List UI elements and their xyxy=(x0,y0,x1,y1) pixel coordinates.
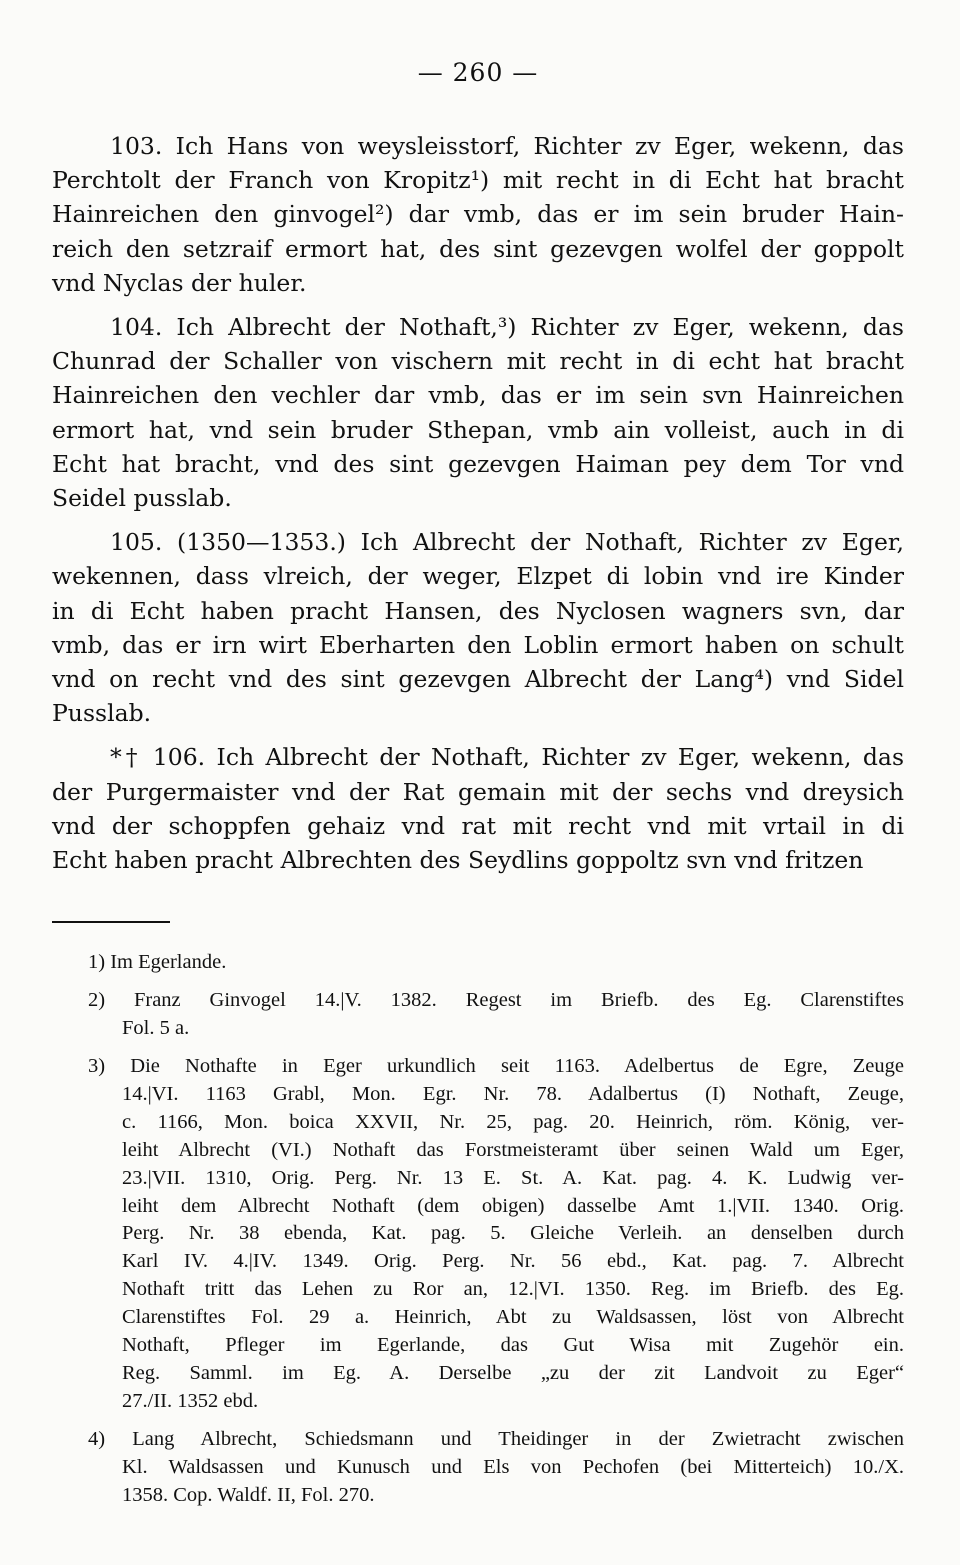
entry-paragraph xyxy=(52,310,904,515)
entry-line: der Purgermaister vnd der Rat gemain mit der sechs vnd dreysich xyxy=(52,777,904,806)
footnote xyxy=(52,949,904,977)
entries xyxy=(52,129,904,877)
entry-line: vnd on recht vnd des sint gezevgen Albrecht der Lang⁴) vnd Sidel xyxy=(52,665,904,694)
footnote-line: Fol. 5 a. xyxy=(122,1017,190,1040)
entry-line: 104. Ich Albrecht der Nothaft,³) Richter zv Eger, wekenn, das xyxy=(110,313,904,342)
footnote-line: 3) Die Nothafte in Eger urkundlich seit 1163. Adelbertus de Egre, Zeuge xyxy=(88,1054,904,1077)
footnote-line: 2) Franz Ginvogel 14.|V. 1382. Regest im Briefb. des Eg. Clarenstiftes xyxy=(88,989,904,1012)
entry-line: Pusslab. xyxy=(52,699,152,728)
footnote-line: Reg. Samml. im Eg. A. Derselbe „zu der zit Landvoit zu Eger“ xyxy=(122,1361,904,1384)
footnote-line: c. 1166, Mon. boica XXVII, Nr. 25, pag. 20. Heinrich, röm. König, ver- xyxy=(122,1110,904,1133)
entry-line: Perchtolt der Franch von Kropitz¹) mit recht in di Echt hat bracht xyxy=(52,166,904,195)
entry-line: 105. (1350—1353.) Ich Albrecht der Nothaft, Richter zv Eger, xyxy=(110,528,904,557)
footnote-line: Kl. Waldsassen und Kunusch und Els von Pechofen (bei Mitterteich) 10./X. xyxy=(122,1455,904,1478)
footnote xyxy=(52,1053,904,1416)
entry-line: Echt hat bracht, vnd des sint gezevgen Haiman pey dem Tor vnd xyxy=(52,449,904,478)
entry-line: Seidel pusslab. xyxy=(52,484,232,513)
entry-line: ermort hat, vnd sein bruder Sthepan, vmb ain volleist, auch in di xyxy=(52,415,904,444)
entry-line: in di Echt haben pracht Hansen, des Nyclosen wagners svn, dar xyxy=(52,596,904,625)
entry-line: vnd Nyclas der huler. xyxy=(52,268,307,297)
entry-line: Echt haben pracht Albrechten des Seydlins goppoltz svn vnd fritzen xyxy=(52,846,864,875)
footnote-line: 27./II. 1352 ebd. xyxy=(122,1389,259,1412)
footnote-line: Karl IV. 4.|IV. 1349. Orig. Perg. Nr. 56 ebd., Kat. pag. 7. Albrecht xyxy=(122,1250,904,1273)
footnote-line: 14.|VI. 1163 Grabl, Mon. Egr. Nr. 78. Adalbertus (I) Nothaft, Zeuge, xyxy=(122,1082,904,1105)
footnote xyxy=(52,987,904,1043)
footnote-line: Nothaft, Pfleger im Egerlande, das Gut Wisa mit Zugehör ein. xyxy=(122,1334,904,1357)
entry-paragraph xyxy=(52,525,904,730)
entry-line: vmb, das er irn wirt Eberharten den Loblin ermort haben on schult xyxy=(52,630,904,659)
footnote-line: Nothaft tritt das Lehen zu Ror an, 12.|VI. 1350. Reg. im Briefb. des Eg. xyxy=(122,1278,904,1301)
footnote xyxy=(52,1426,904,1510)
footnotes xyxy=(52,949,904,1509)
entry-paragraph xyxy=(52,129,904,300)
entry-paragraph xyxy=(52,740,904,877)
entry-line: wekennen, dass vlreich, der weger, Elzpet di lobin vnd ire Kinder xyxy=(52,562,904,591)
footnote-line: Clarenstiftes Fol. 29 a. Heinrich, Abt zu Waldsassen, löst von Albrecht xyxy=(122,1306,904,1329)
entry-line: vnd der schoppfen gehaiz vnd rat mit recht vnd mit vrtail in di xyxy=(52,811,904,840)
footnote-line: 1358. Cop. Waldf. II, Fol. 270. xyxy=(122,1483,375,1506)
page-number: — 260 — xyxy=(417,58,539,87)
footnote-separator xyxy=(52,921,170,923)
entry-line: Hainreichen den vechler dar vmb, das er im sein svn Hainreichen xyxy=(52,381,904,410)
entry-line: *† 106. Ich Albrecht der Nothaft, Richter zv Eger, wekenn, das xyxy=(110,743,904,772)
footnote-line: leiht Albrecht (VI.) Nothaft das Forstmeisteramt über seinen Wald um Eger, xyxy=(122,1138,904,1161)
entry-line: reich den setzraif ermort hat, des sint gezevgen wolfel der goppolt xyxy=(52,234,904,263)
footnote-line: 23.|VII. 1310, Orig. Perg. Nr. 13 E. St. A. Kat. pag. 4. K. Ludwig ver- xyxy=(122,1166,904,1189)
footnote-line: Perg. Nr. 38 ebenda, Kat. pag. 5. Gleiche Verleih. an denselben durch xyxy=(122,1222,904,1245)
entry-line: 103. Ich Hans von weysleisstorf, Richter zv Eger, wekenn, das xyxy=(110,132,904,160)
footnote-line: 1) Im Egerlande. xyxy=(88,951,227,974)
footnote-line: 4) Lang Albrecht, Schiedsmann und Theidinger in der Zwietracht zwischen xyxy=(88,1427,904,1450)
entry-line: Chunrad der Schaller von vischern mit recht in di echt hat bracht xyxy=(52,347,904,376)
entry-line: Hainreichen den ginvogel²) dar vmb, das er im sein bruder Hain- xyxy=(52,200,904,229)
footnote-line: leiht dem Albrecht Nothaft (dem obigen) dasselbe Amt 1.|VII. 1340. Orig. xyxy=(122,1194,904,1217)
